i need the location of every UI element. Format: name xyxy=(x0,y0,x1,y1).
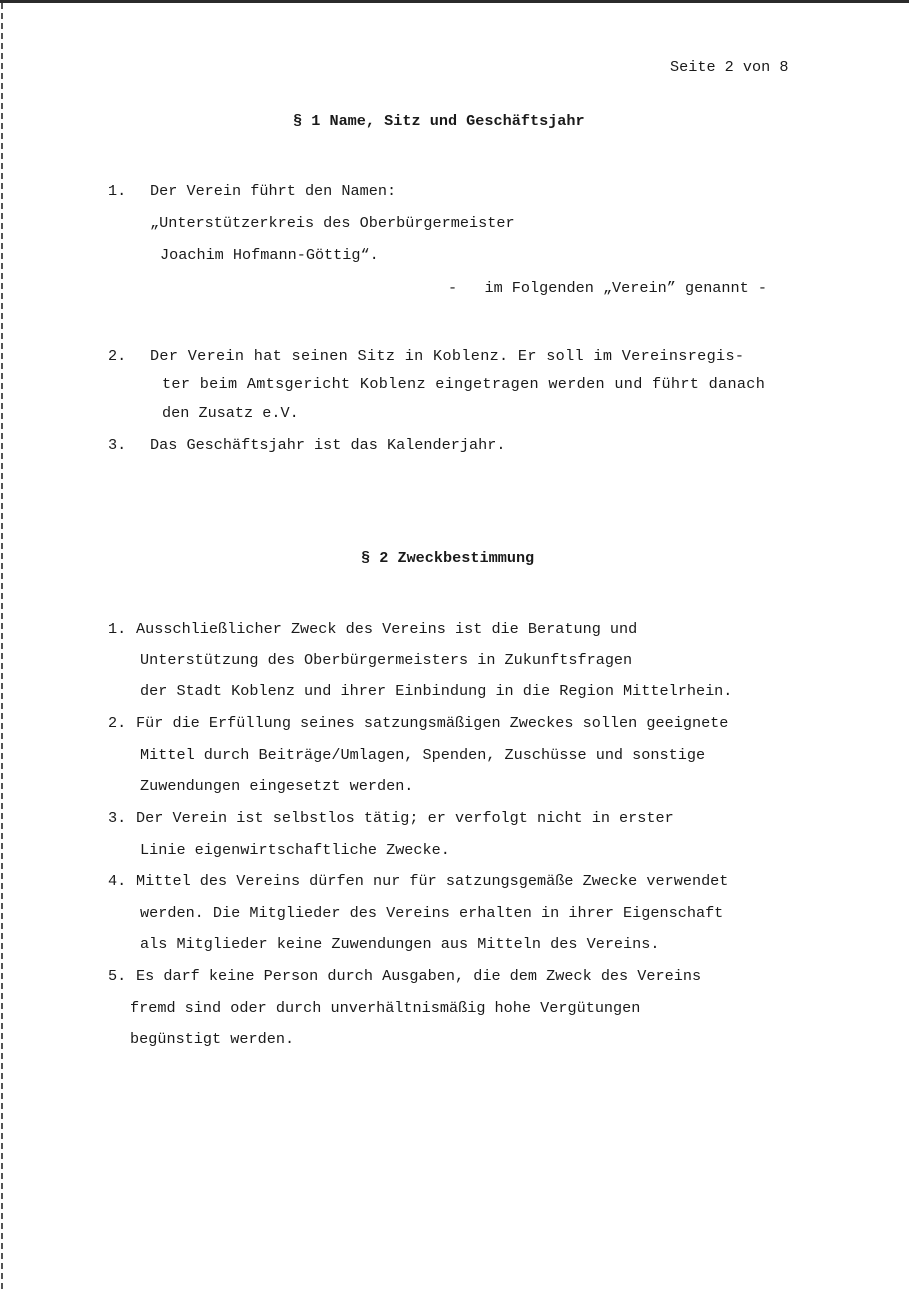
s2-item-2-line: Zuwendungen eingesetzt werden. xyxy=(140,777,414,795)
s2-item-1-line: Ausschließlicher Zweck des Vereins ist die Beratung und xyxy=(136,620,638,638)
s1-item-3-line: Das Geschäftsjahr ist das Kalenderjahr. xyxy=(150,436,506,454)
section-2-heading: § 2 Zweckbestimmung xyxy=(361,549,535,567)
s2-item-4-line: Mittel des Vereins dürfen nur für satzungsgemäße Zwecke verwendet xyxy=(136,872,729,890)
s2-item-2-number: 2. xyxy=(108,714,127,732)
s2-item-4-number: 4. xyxy=(108,872,127,890)
s2-item-2-line: Für die Erfüllung seines satzungsmäßigen Zweckes sollen geeignete xyxy=(136,714,729,732)
s2-item-4-line: als Mitglieder keine Zuwendungen aus Mitteln des Vereins. xyxy=(140,935,660,953)
s2-item-1-line: der Stadt Koblenz und ihrer Einbindung in die Region Mittelrhein. xyxy=(140,682,733,700)
page-left-edge xyxy=(1,3,3,1289)
s2-item-3-line: Linie eigenwirtschaftliche Zwecke. xyxy=(140,841,450,859)
s2-item-5-number: 5. xyxy=(108,967,127,985)
top-border xyxy=(0,0,909,3)
s1-item-2-line: den Zusatz e.V. xyxy=(162,404,299,422)
s1-item-1-line: „Unterstützerkreis des Oberbürgermeister xyxy=(150,214,515,232)
s1-item-1-line: Der Verein führt den Namen: xyxy=(150,182,397,200)
s2-item-4-line: werden. Die Mitglieder des Vereins erhalten in ihrer Eigenschaft xyxy=(140,904,724,922)
s1-item-3-number: 3. xyxy=(108,436,127,454)
s2-item-5-line: fremd sind oder durch unverhältnismäßig hohe Vergütungen xyxy=(130,999,641,1017)
s1-item-1-line: Joachim Hofmann-Göttig“. xyxy=(160,246,379,264)
s2-item-2-line: Mittel durch Beiträge/Umlagen, Spenden, Zuschüsse und sonstige xyxy=(140,746,706,764)
s2-item-1-number: 1. xyxy=(108,620,127,638)
s1-item-1-line: - im Folgenden „Verein” genannt - xyxy=(448,279,767,297)
s2-item-3-number: 3. xyxy=(108,809,127,827)
s1-item-2-number: 2. xyxy=(108,347,127,365)
s1-item-2-line: Der Verein hat seinen Sitz in Koblenz. Er soll im Vereinsregis- xyxy=(150,347,745,365)
s1-item-2-line: ter beim Amtsgericht Koblenz eingetragen werden und führt danach xyxy=(162,375,766,393)
page-number: Seite 2 von 8 xyxy=(670,58,789,76)
section-1-heading: § 1 Name, Sitz und Geschäftsjahr xyxy=(293,112,585,130)
s2-item-5-line: Es darf keine Person durch Ausgaben, die dem Zweck des Vereins xyxy=(136,967,702,985)
s2-item-5-line: begünstigt werden. xyxy=(130,1030,295,1048)
s2-item-1-line: Unterstützung des Oberbürgermeisters in Zukunftsfragen xyxy=(140,651,633,669)
s2-item-3-line: Der Verein ist selbstlos tätig; er verfolgt nicht in erster xyxy=(136,809,674,827)
s1-item-1-number: 1. xyxy=(108,182,127,200)
